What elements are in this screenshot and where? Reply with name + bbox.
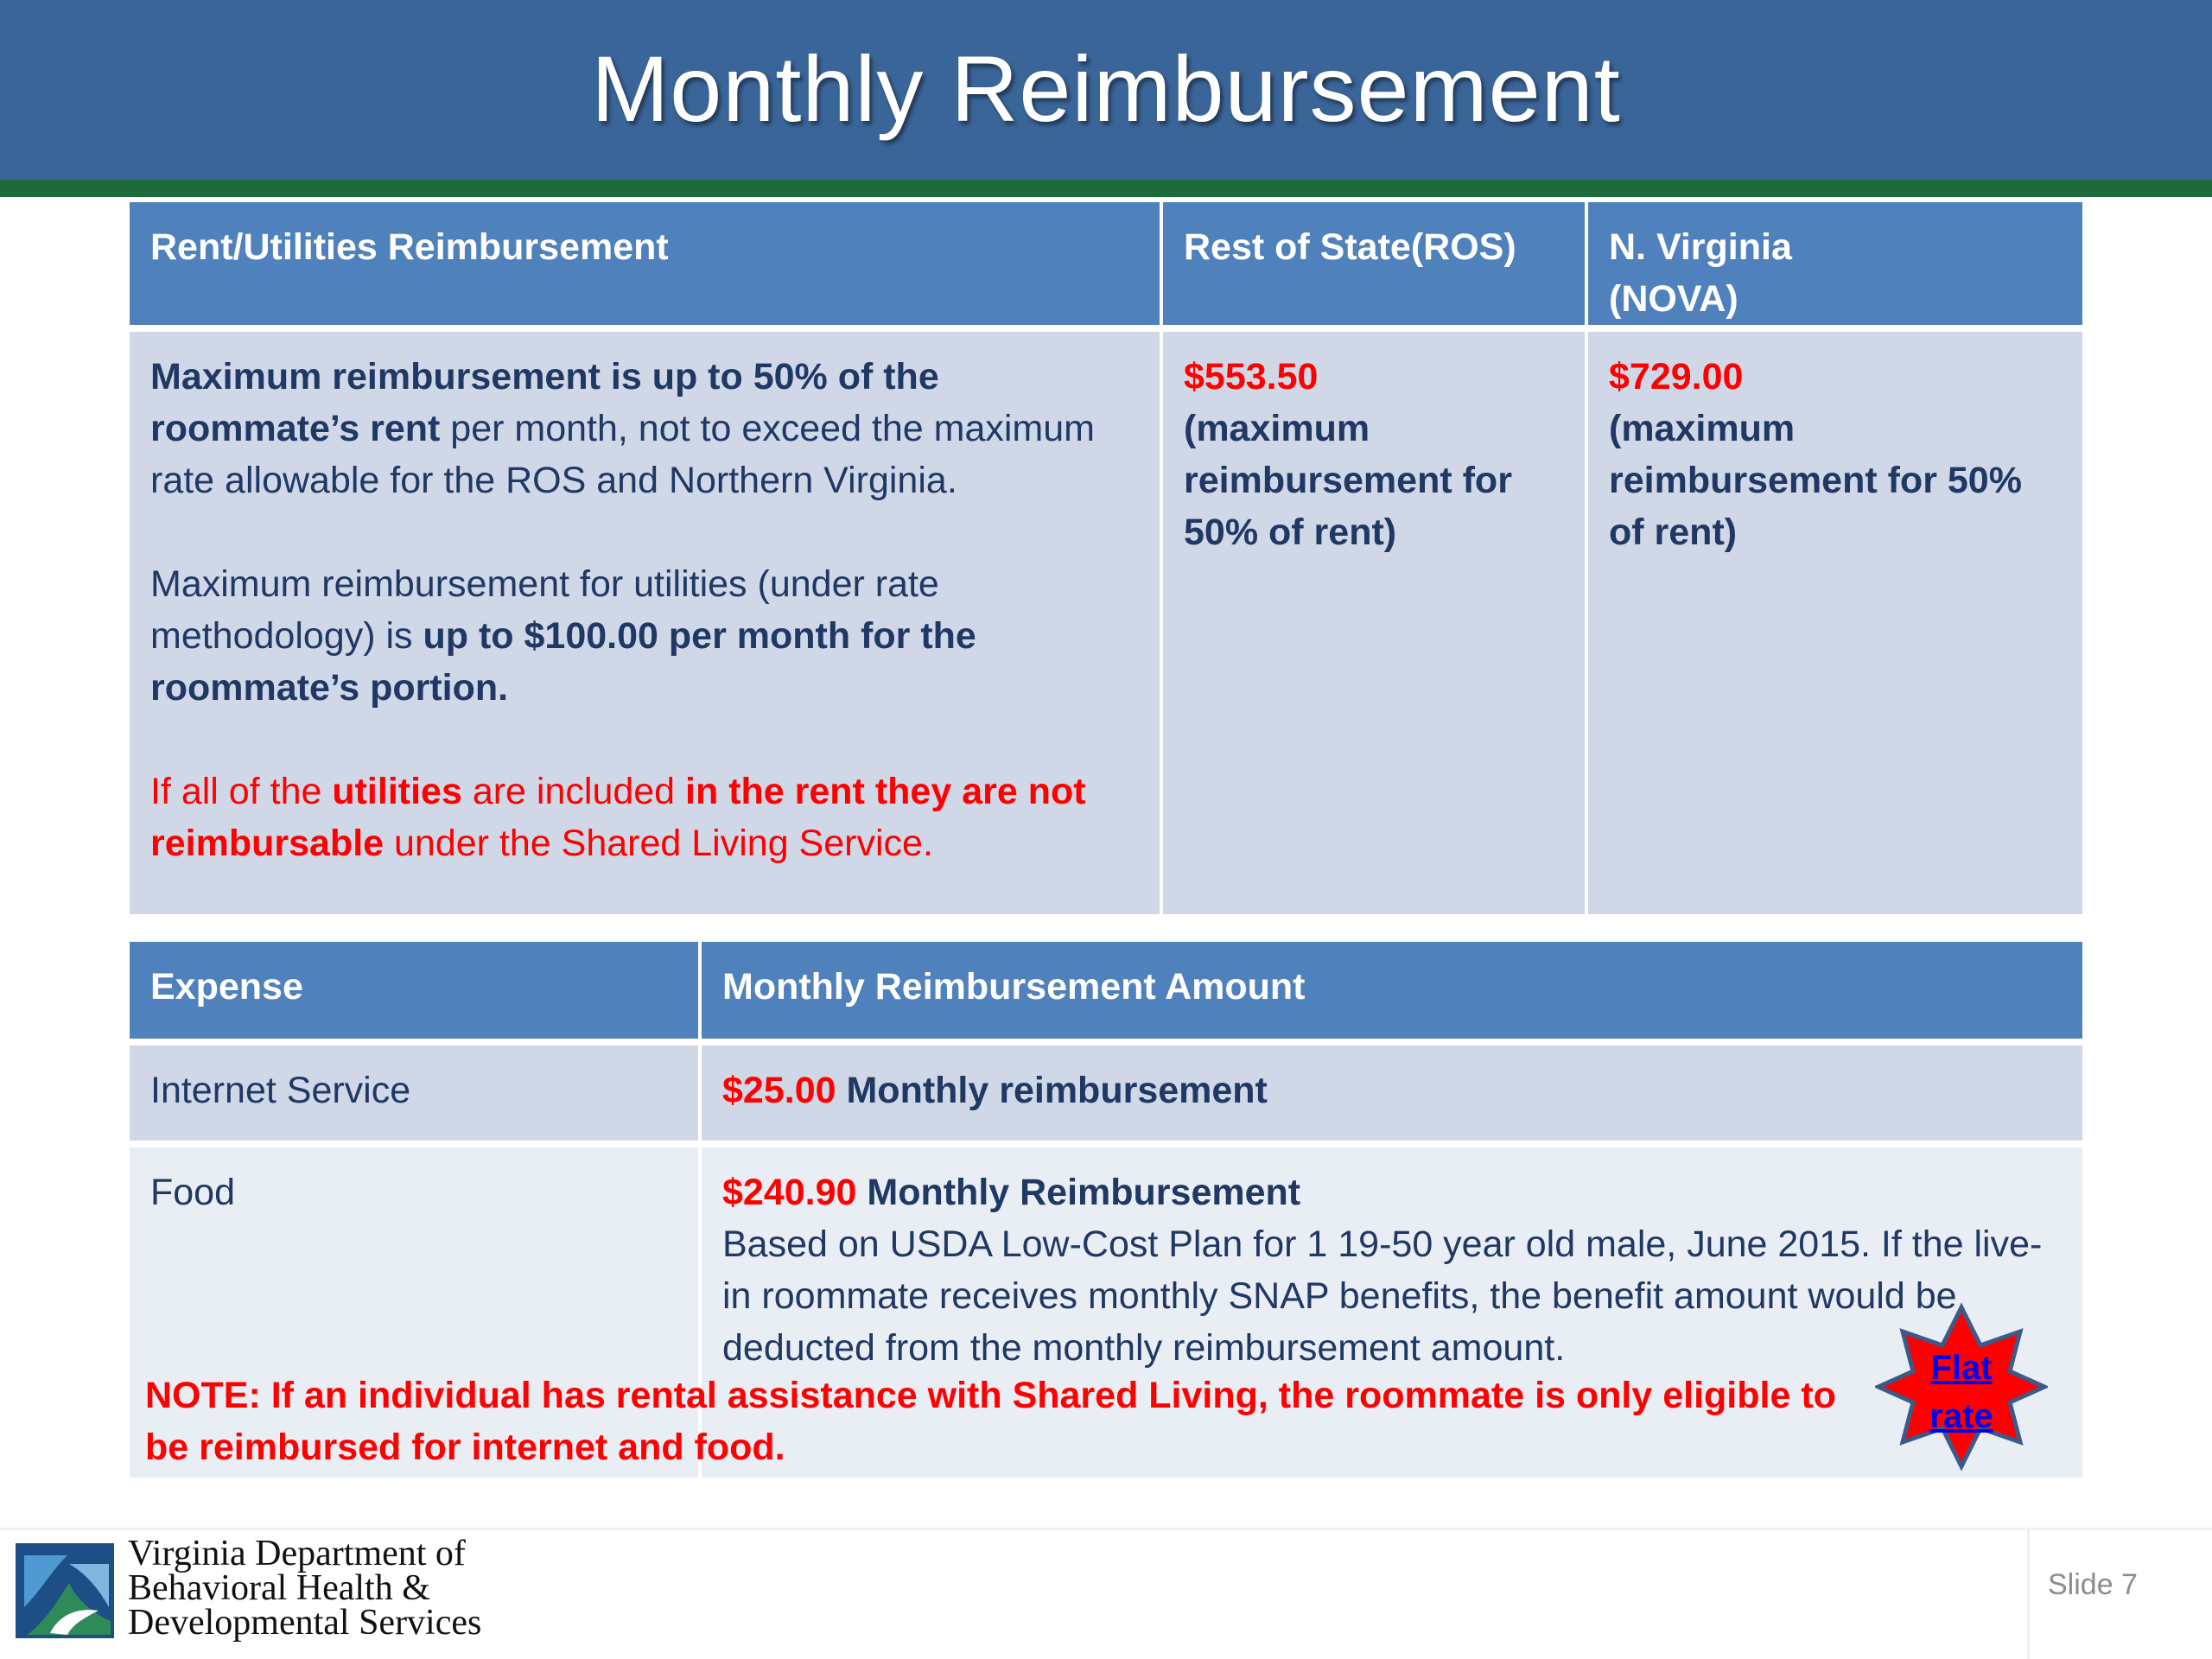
food-detail: Based on USDA Low-Cost Plan for 1 19-50 year old male, June 2015. If the live-in roommate receives monthly SNAP benefits, the benefit amount would be deducted from the monthly reimbursement amount.: [722, 1224, 2043, 1369]
header-rent-utilities: Rent/Utilities Reimbursement: [130, 202, 1161, 325]
utilities-included-b: utilities: [332, 771, 462, 812]
dbhds-logo-icon: [16, 1538, 118, 1642]
amount-food-line: [722, 1166, 2062, 1218]
utilities-bold: up to $100.00 per month for the roommate’s portion.: [150, 615, 976, 709]
nova-note: (maximum reimbursement for 50% of rent): [1609, 408, 2022, 553]
nova-amount: $729.00: [1609, 356, 1744, 397]
utilities-included-a: If all of the: [150, 771, 333, 812]
amount-internet: $25.00: [722, 1070, 836, 1111]
slide-number: Slide 7: [2048, 1568, 2138, 1601]
nova-amount-cell: [1586, 332, 2082, 914]
amount-food-label: Monthly Reimbursement: [856, 1172, 1301, 1213]
organization-name: [128, 1534, 482, 1643]
flat-rate-line2[interactable]: rate: [1929, 1397, 1993, 1435]
rent-paragraph-1: [150, 351, 1139, 506]
slide-title: Monthly Reimbursement: [591, 36, 1621, 141]
flat-rate-link[interactable]: [1875, 1344, 2048, 1440]
title-underline: [0, 180, 2212, 197]
header-monthly-amount: Monthly Reimbursement Amount: [700, 942, 2082, 1039]
utilities-text: Maximum reimbursement for utilities (under rate methodology) is: [150, 563, 939, 657]
org-line-2: Behavioral Health &: [128, 1568, 430, 1608]
header-nova: [1586, 202, 2082, 325]
header-ros: Rest of State(ROS): [1161, 202, 1586, 325]
utilities-included-paragraph: [150, 766, 1139, 869]
table-row: [130, 1046, 2082, 1141]
header-nova-line1: N. Virginia: [1609, 226, 1792, 268]
utilities-included-e: under the Shared Living Service.: [384, 823, 933, 864]
utilities-included-c: are included: [461, 771, 686, 812]
ros-note: (maximum reimbursement for 50% of rent): [1184, 408, 1512, 553]
amount-internet-label: Monthly reimbursement: [836, 1070, 1268, 1111]
org-line-3: Developmental Services: [128, 1603, 482, 1643]
footer-divider: [0, 1528, 2212, 1530]
expense-internet: Internet Service: [130, 1046, 700, 1141]
rent-max-bold: Maximum reimbursement is up to 50% of the roommate’s rent: [150, 356, 939, 449]
rent-description-cell: [130, 332, 1161, 914]
org-line-1: Virginia Department of: [128, 1534, 466, 1573]
footer-vertical-divider: [2027, 1529, 2030, 1659]
amount-food: $240.90: [722, 1172, 857, 1213]
header-nova-line2: (NOVA): [1609, 278, 1738, 320]
ros-amount: $553.50: [1184, 356, 1319, 397]
utilities-paragraph: [150, 558, 1139, 714]
rent-max-rest: per month, not to exceed the maximum rate allowable for the ROS and Northern Virginia.: [150, 408, 1095, 501]
rental-assistance-note: NOTE: If an individual has rental assistance with Shared Living, the roommate is only eligible to be reimbursed for internet and food.: [145, 1375, 1836, 1468]
header-expense: Expense: [130, 942, 700, 1039]
ros-amount-cell: [1161, 332, 1586, 914]
rent-utilities-table: [130, 202, 2082, 914]
expense-food: Food: [130, 1147, 700, 1478]
utilities-included-d: in the rent they are not reimbursable: [150, 771, 1086, 864]
flat-rate-line1[interactable]: Flat: [1930, 1349, 1993, 1387]
amount-internet-cell: [700, 1046, 2082, 1141]
